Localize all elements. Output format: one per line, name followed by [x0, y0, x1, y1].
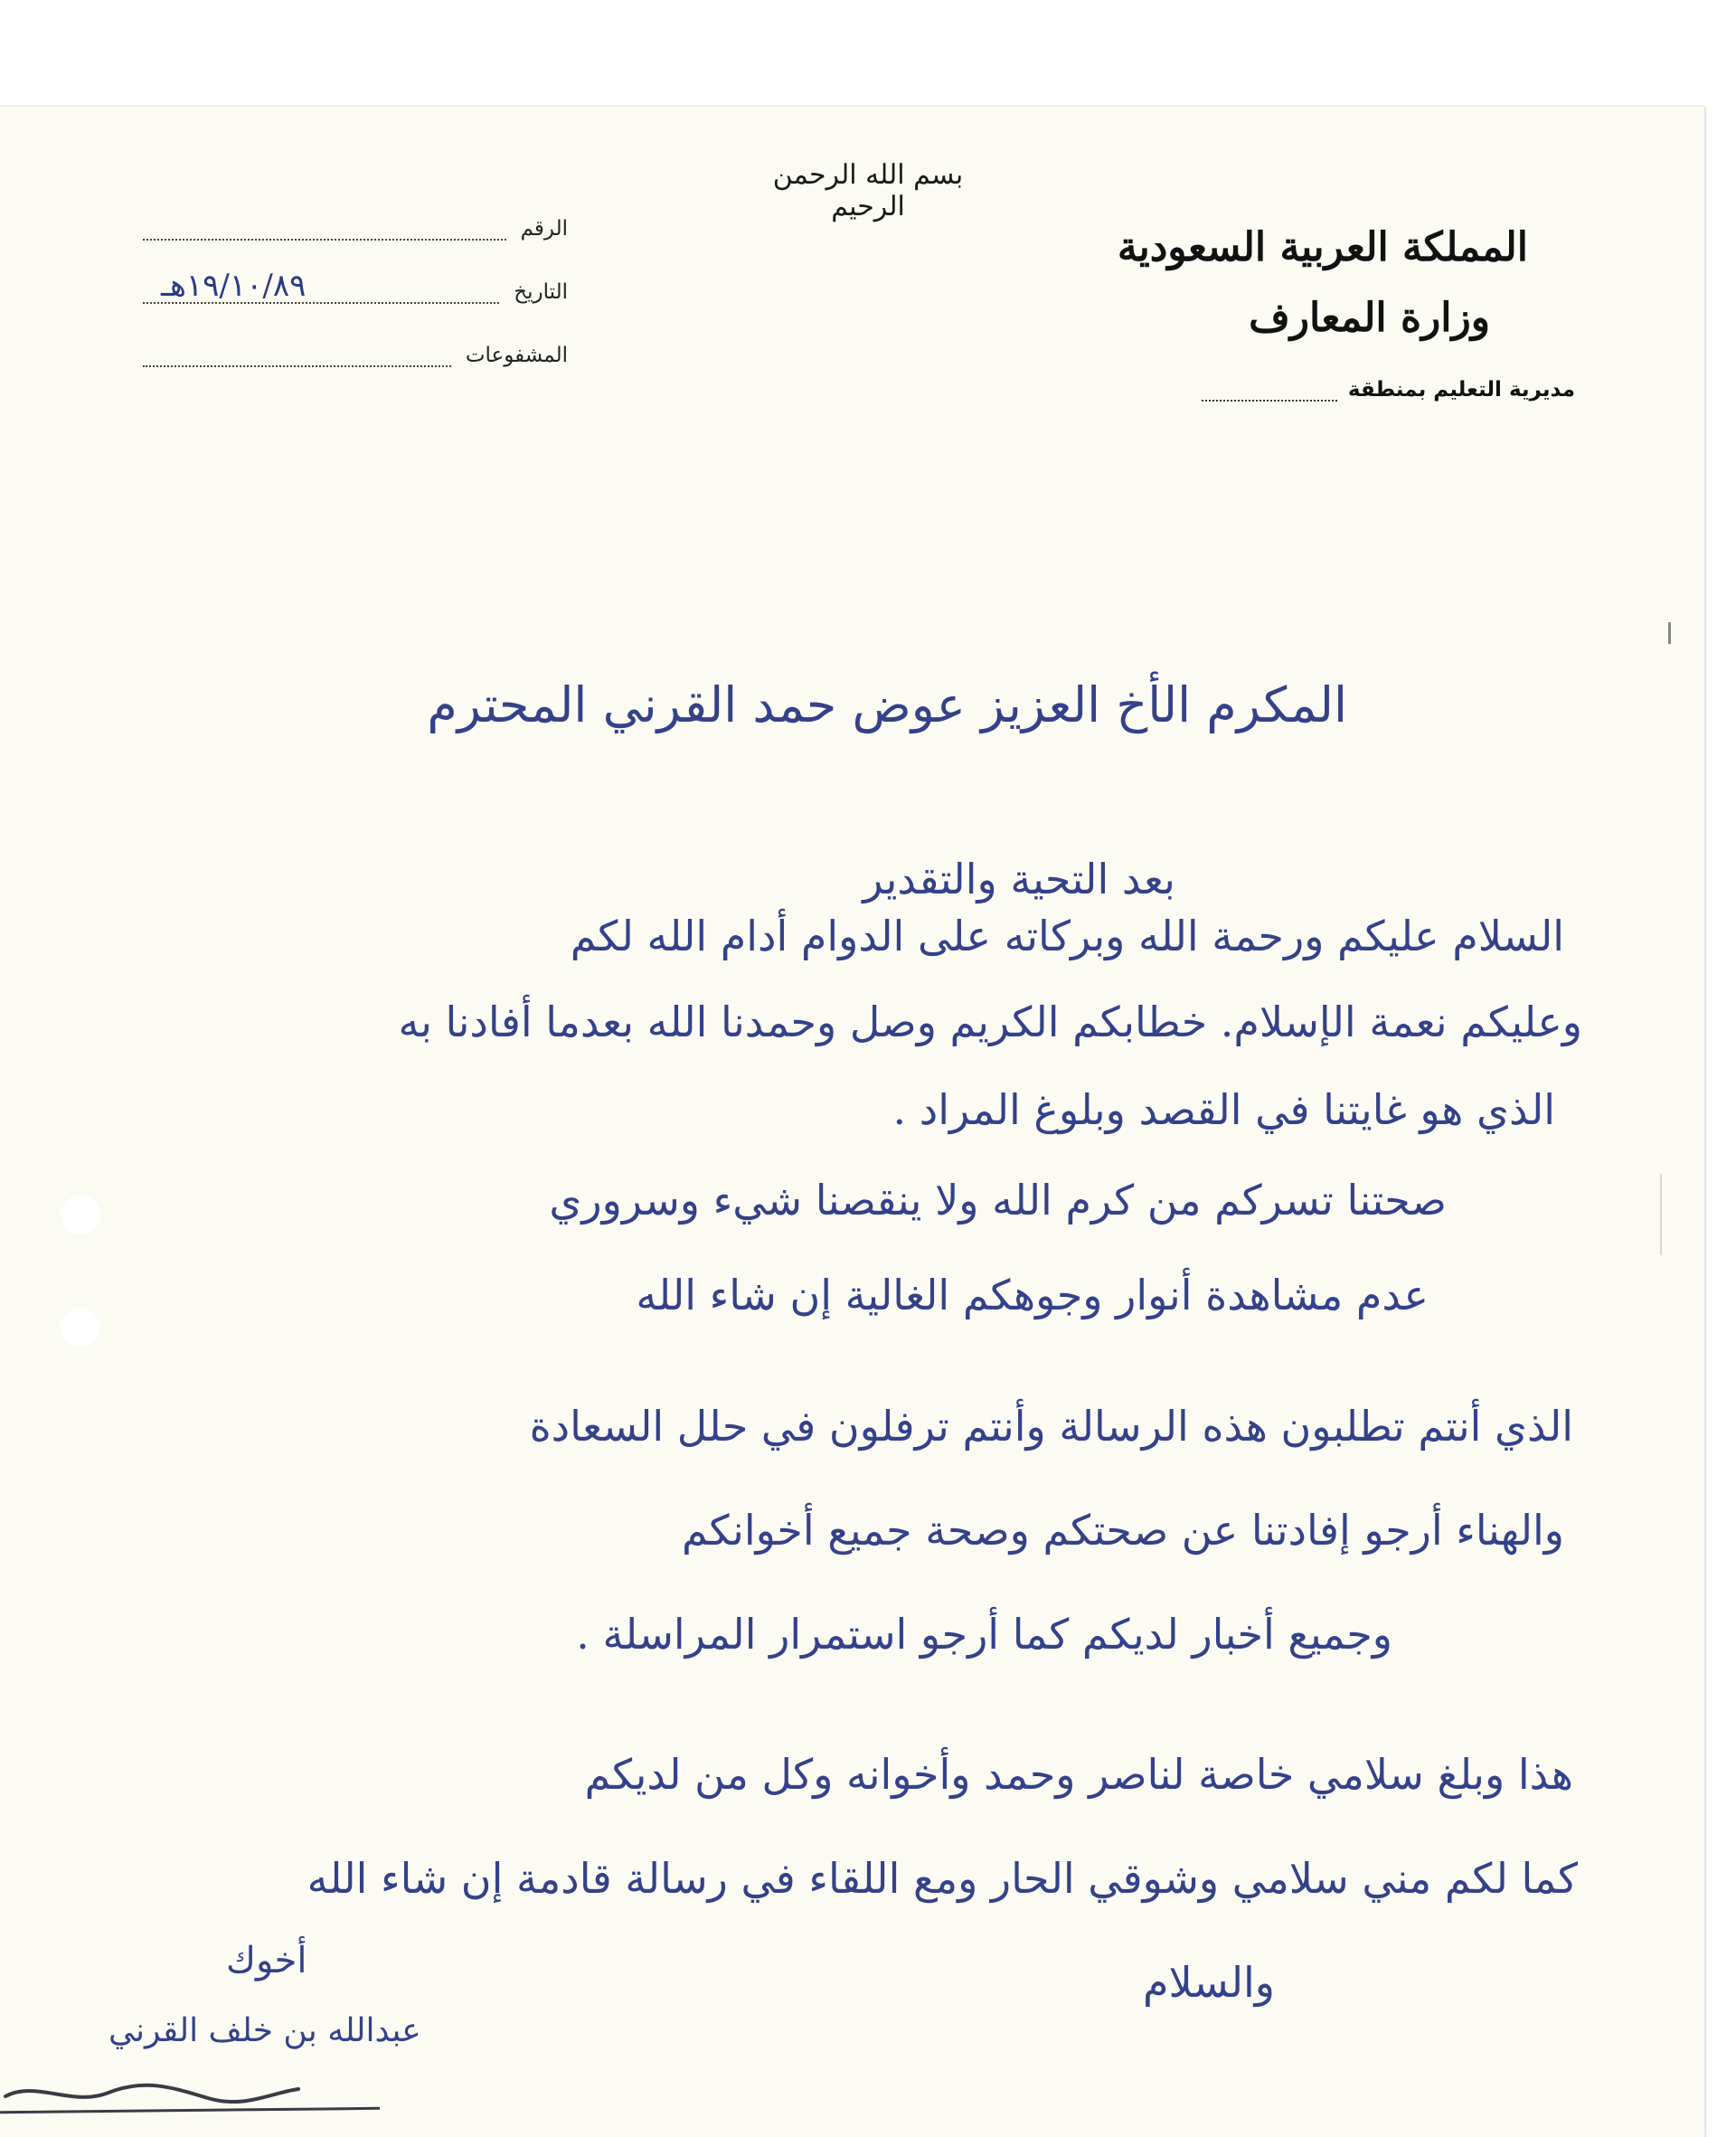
signature-name: عبدالله بن خلف القرني [108, 2012, 421, 2049]
letter-line: والسلام [1143, 1958, 1275, 2007]
letter-line: بعد التحية والتقدير [863, 855, 1175, 903]
meta-date-value: ١٩/١٠/٨٩هـ [161, 268, 307, 304]
letter-signoff: أخوك [226, 1940, 307, 1981]
letterhead-directorate [1202, 378, 1575, 402]
letter-line: كما لكم مني سلامي وشوقي الحار ومع اللقاء في رسالة قادمة إن شاء الله [307, 1854, 1578, 1903]
letter-line: والهناء أرجو إفادتنا عن صحتكم وصحة جميع أخوانكم [682, 1506, 1564, 1555]
directorate-blank [1202, 396, 1337, 402]
letter-line: هذا وبلغ سلامي خاصة لناصر وحمد وأخوانه وكل من لديكم [584, 1750, 1573, 1799]
meta-attachments-blank [143, 362, 451, 367]
meta-date-label: التاريخ [514, 280, 568, 304]
edge-mark [1668, 622, 1671, 644]
letter-line: الذي هو غايتنا في القصد وبلوغ المراد . [892, 1085, 1555, 1134]
letter-line: السلام عليكم ورحمة الله وبركاته على الدوام أدام الله لكم [570, 912, 1564, 960]
letter-line: وجميع أخبار لديكم كما أرجو استمرار المراسلة . [576, 1610, 1392, 1659]
letter-line: صحتنا تسركم من كرم الله ولا ينقصنا شيء وسروري [549, 1176, 1447, 1225]
signature-scribble [0, 2053, 389, 2125]
punch-hole-lower [60, 1307, 101, 1348]
meta-attachments-row [143, 331, 568, 367]
letterhead-kingdom: المملكة العربية السعودية [1117, 224, 1528, 270]
letter-line: عدم مشاهدة أنوار وجوهكم الغالية إن شاء الله [636, 1271, 1429, 1319]
meta-date-row [143, 268, 568, 304]
letter-line: وعليكم نعمة الإسلام. خطابكم الكريم وصل وحمدنا الله بعدما أفادنا به [398, 998, 1582, 1046]
paper-fold [1660, 1174, 1662, 1255]
meta-number-label: الرقم [520, 217, 568, 241]
meta-number-row [143, 204, 568, 241]
basmala: بسم الله الرحمن الرحيم [772, 159, 964, 222]
meta-date-line [143, 268, 499, 304]
letter-salutation: المكرم الأخ العزيز عوض حمد القرني المحترم [427, 676, 1347, 733]
meta-number-blank [143, 235, 506, 241]
signature-stroke [5, 2085, 298, 2102]
letterhead-ministry: وزارة المعارف [1249, 295, 1490, 341]
directorate-label: مديرية التعليم بمنطقة [1347, 378, 1575, 402]
punch-hole-upper [60, 1194, 101, 1235]
letter-line: الذي أنتم تطلبون هذه الرسالة وأنتم ترفلون في حلل السعادة [529, 1402, 1573, 1451]
meta-attachments-label: المشفوعات [465, 344, 568, 367]
